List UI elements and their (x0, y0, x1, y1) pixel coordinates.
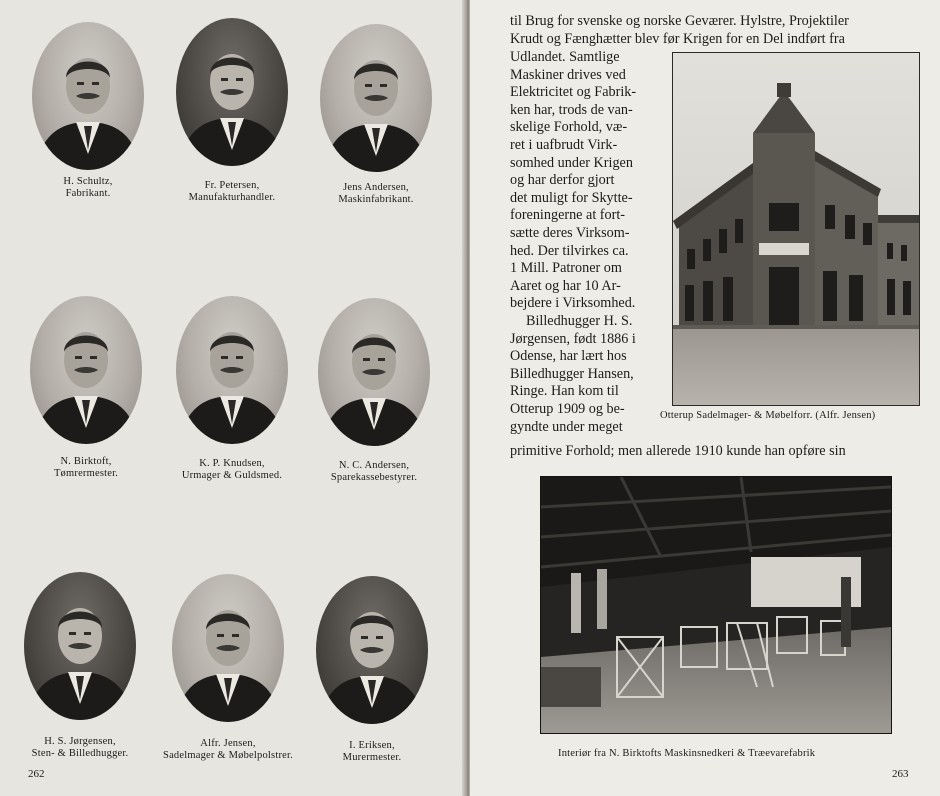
left-page (0, 0, 466, 796)
portrait-name: K. P. Knudsen, (199, 458, 265, 469)
column-text-line: Udlandet. Samtlige (510, 49, 620, 65)
portrait-figure (172, 574, 284, 722)
portrait-name: N. Birktoft, (60, 456, 112, 467)
portrait-name: I. Eriksen, (349, 740, 395, 751)
portrait-name: H. S. Jørgensen, (44, 736, 116, 747)
portrait-caption (282, 740, 462, 764)
column-text-line: somhed under Krigen (510, 154, 633, 171)
workshop-interior-illustration (541, 477, 891, 733)
column-text-line: Otterup 1909 og be- (510, 401, 625, 417)
portrait-photo (320, 24, 432, 172)
interior-photo (540, 476, 892, 734)
building-photo (672, 52, 920, 406)
portrait-figure (32, 22, 144, 170)
portrait-oval-frame (318, 298, 430, 446)
portrait-figure (176, 296, 288, 444)
portrait-figure (318, 298, 430, 446)
text-line-1: til Brug for svenske og norske Geværer. Hylstre, Projektiler (510, 13, 849, 29)
portrait-name: Fr. Petersen, (204, 180, 260, 191)
portrait-photo (30, 296, 142, 444)
portrait-name: Alfr. Jensen, (200, 738, 256, 749)
portrait-occupation: Sparekassebestyrer. (330, 472, 418, 483)
portrait-name: Jens Andersen, (343, 182, 409, 193)
portrait-occupation: Murermester. (342, 752, 402, 763)
portrait-photo (318, 298, 430, 446)
page-number-left: 262 (28, 768, 45, 780)
portrait-photo (176, 18, 288, 166)
portrait-occupation: Manufakturhandler. (188, 192, 276, 203)
portrait-figure (316, 576, 428, 724)
column-text-line: Billedhugger H. S. (526, 313, 633, 329)
building-illustration (673, 53, 919, 405)
column-text-line: Odense, har lært hos (510, 348, 627, 365)
building-photo-caption: Otterup Sadelmager- & Møbelforr. (Alfr. Jensen) (660, 410, 876, 421)
portrait-name: H. Schultz, (63, 176, 113, 187)
portrait-photo (24, 572, 136, 720)
portrait-oval-frame (172, 574, 284, 722)
column-text-line: gyndte under meget (510, 418, 623, 435)
right-page (470, 0, 940, 796)
column-text-line: 1 Mill. Patroner om (510, 260, 622, 277)
column-text-line: ret i uafbrudt Virk- (510, 137, 618, 153)
portrait-photo (176, 296, 288, 444)
portrait-figure (30, 296, 142, 444)
portrait-oval-frame (176, 18, 288, 166)
portrait-occupation: Sten- & Billedhugger. (31, 748, 129, 759)
column-text-line: bejdere i Virksomhed. (510, 295, 636, 312)
column-text-line: Billedhugger Hansen, (510, 365, 634, 382)
portrait-oval-frame (30, 296, 142, 444)
column-text-line: ken har, trods de van- (510, 101, 633, 118)
page-number-right: 263 (892, 768, 909, 780)
column-text-line: Elektricitet og Fabrik- (510, 84, 637, 101)
text-line-2: Krudt og Fænghætter blev før Krigen for en Del indført fra (510, 31, 845, 47)
column-text-line: Ringe. Han kom til (510, 383, 619, 400)
column-text-line: og har derfor gjort (510, 172, 615, 189)
column-text-line: Aaret og har 10 Ar- (510, 277, 621, 294)
portrait-occupation: Maskinfabrikant. (338, 194, 414, 205)
column-text-line: skelige Forhold, væ- (510, 119, 628, 136)
column-text-line: hed. Der tilvirkes ca. (510, 242, 629, 259)
portrait-oval-frame (320, 24, 432, 172)
column-text-line: foreningerne at fort- (510, 207, 626, 224)
portrait-occupation: Sadelmager & Møbelpolstrer. (163, 750, 293, 761)
portrait-figure (176, 18, 288, 166)
column-text-line: det muligt for Skytte- (510, 189, 633, 206)
portrait-figure (320, 24, 432, 172)
portrait-oval-frame (316, 576, 428, 724)
portrait-caption (284, 460, 464, 484)
portrait-name: N. C. Andersen, (338, 460, 410, 471)
portrait-oval-frame (176, 296, 288, 444)
interior-photo-caption: Interiør fra N. Birktofts Maskinsnedkeri & Træevarefabrik (558, 748, 816, 759)
column-text-line: Maskiner drives ved (510, 66, 626, 83)
portrait-oval-frame (24, 572, 136, 720)
column-text-line: sætte deres Virksom- (510, 225, 630, 241)
portrait-occupation: Fabrikant. (65, 188, 111, 199)
portrait-caption (286, 182, 466, 206)
portrait-occupation: Urmager & Guldsmed. (181, 470, 283, 481)
column-text-line: Jørgensen, født 1886 i (510, 330, 636, 347)
portrait-occupation: Tømrermester. (53, 468, 119, 479)
portrait-oval-frame (32, 22, 144, 170)
portrait-photo (172, 574, 284, 722)
portrait-photo (32, 22, 144, 170)
text-line-last: primitive Forhold; men allerede 1910 kunde han opføre sin (510, 443, 846, 459)
portrait-figure (24, 572, 136, 720)
portrait-photo (316, 576, 428, 724)
